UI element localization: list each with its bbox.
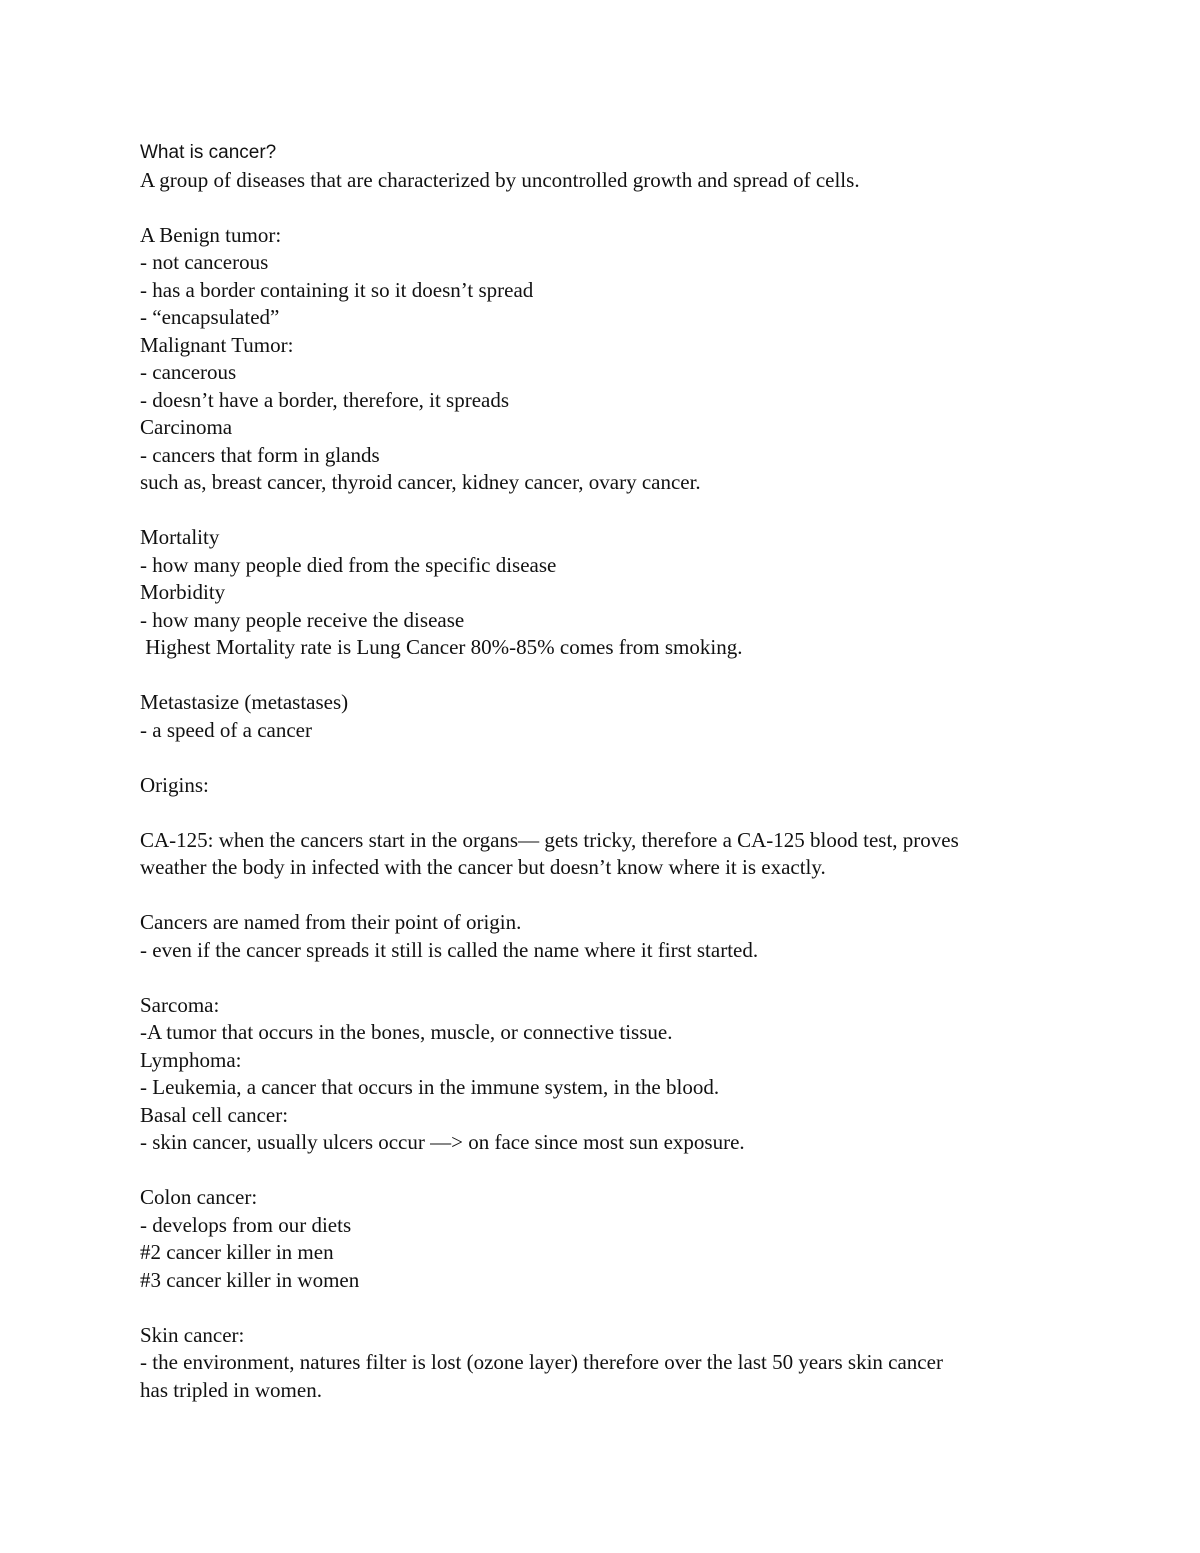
blank-line xyxy=(140,497,1080,525)
bullet-line: - has a border containing it so it doesn’t spread xyxy=(140,277,534,302)
text-line: #3 cancer killer in women xyxy=(140,1267,360,1292)
blank-line xyxy=(140,882,1080,910)
text-line: Highest Mortality rate is Lung Cancer 80%-85% comes from smoking. xyxy=(140,635,743,659)
blank-line xyxy=(140,964,1080,992)
heading-what-is-cancer: What is cancer? xyxy=(140,142,277,163)
document-page xyxy=(140,139,1080,1404)
text-line: such as, breast cancer, thyroid cancer, kidney cancer, ovary cancer. xyxy=(140,470,701,494)
bullet-line: -A tumor that occurs in the bones, muscle, or connective tissue. xyxy=(140,1020,673,1044)
bullet-line: - how many people died from the specific disease xyxy=(140,552,557,577)
bullet-line: - Leukemia, a cancer that occurs in the immune system, in the blood. xyxy=(140,1075,720,1099)
text-line: #2 cancer killer in men xyxy=(140,1240,334,1264)
text-line: weather the body in infected with the cancer but doesn’t know where it is exactly. xyxy=(140,855,826,879)
bullet-line: - cancers that form in glands xyxy=(140,442,380,467)
bullet-line: - cancerous xyxy=(140,360,237,384)
blank-line xyxy=(140,799,1080,827)
heading-carcinoma: Carcinoma xyxy=(140,415,233,439)
blank-line xyxy=(140,1294,1080,1322)
text-line: Cancers are named from their point of origin. xyxy=(140,910,522,934)
text-line: A group of diseases that are characterized by uncontrolled growth and spread of cells. xyxy=(140,167,860,192)
bullet-line: - a speed of a cancer xyxy=(140,717,312,742)
blank-line xyxy=(140,744,1080,772)
bullet-line: - “encapsulated” xyxy=(140,305,280,329)
heading-malignant-tumor: Malignant Tumor: xyxy=(140,332,294,357)
bullet-line: - not cancerous xyxy=(140,250,269,274)
heading-lymphoma: Lymphoma: xyxy=(140,1047,242,1072)
blank-line xyxy=(140,194,1080,222)
bullet-line: - develops from our diets xyxy=(140,1212,352,1237)
heading-origins: Origins: xyxy=(140,772,209,797)
heading-sarcoma: Sarcoma: xyxy=(140,992,220,1017)
text-line: CA-125: when the cancers start in the organs— gets tricky, therefore a CA-125 blood test, proves xyxy=(140,827,959,852)
heading-colon-cancer: Colon cancer: xyxy=(140,1185,258,1209)
heading-skin-cancer: Skin cancer: xyxy=(140,1322,245,1347)
heading-basal-cell-cancer: Basal cell cancer: xyxy=(140,1102,289,1127)
heading-mortality: Mortality xyxy=(140,525,220,549)
bullet-line: - the environment, natures filter is lost (ozone layer) therefore over the last 50 years skin cancer xyxy=(140,1350,943,1374)
heading-benign-tumor: A Benign tumor: xyxy=(140,222,282,247)
text-line: has tripled in women. xyxy=(140,1377,322,1402)
heading-metastasize: Metastasize (metastases) xyxy=(140,690,349,714)
bullet-line: - skin cancer, usually ulcers occur —> on face since most sun exposure. xyxy=(140,1130,745,1154)
heading-morbidity: Morbidity xyxy=(140,580,226,604)
blank-line xyxy=(140,1157,1080,1185)
blank-line xyxy=(140,662,1080,690)
bullet-line: - doesn’t have a border, therefore, it spreads xyxy=(140,387,510,412)
bullet-line: - even if the cancer spreads it still is called the name where it first started. xyxy=(140,937,759,962)
bullet-line: - how many people receive the disease xyxy=(140,607,465,632)
